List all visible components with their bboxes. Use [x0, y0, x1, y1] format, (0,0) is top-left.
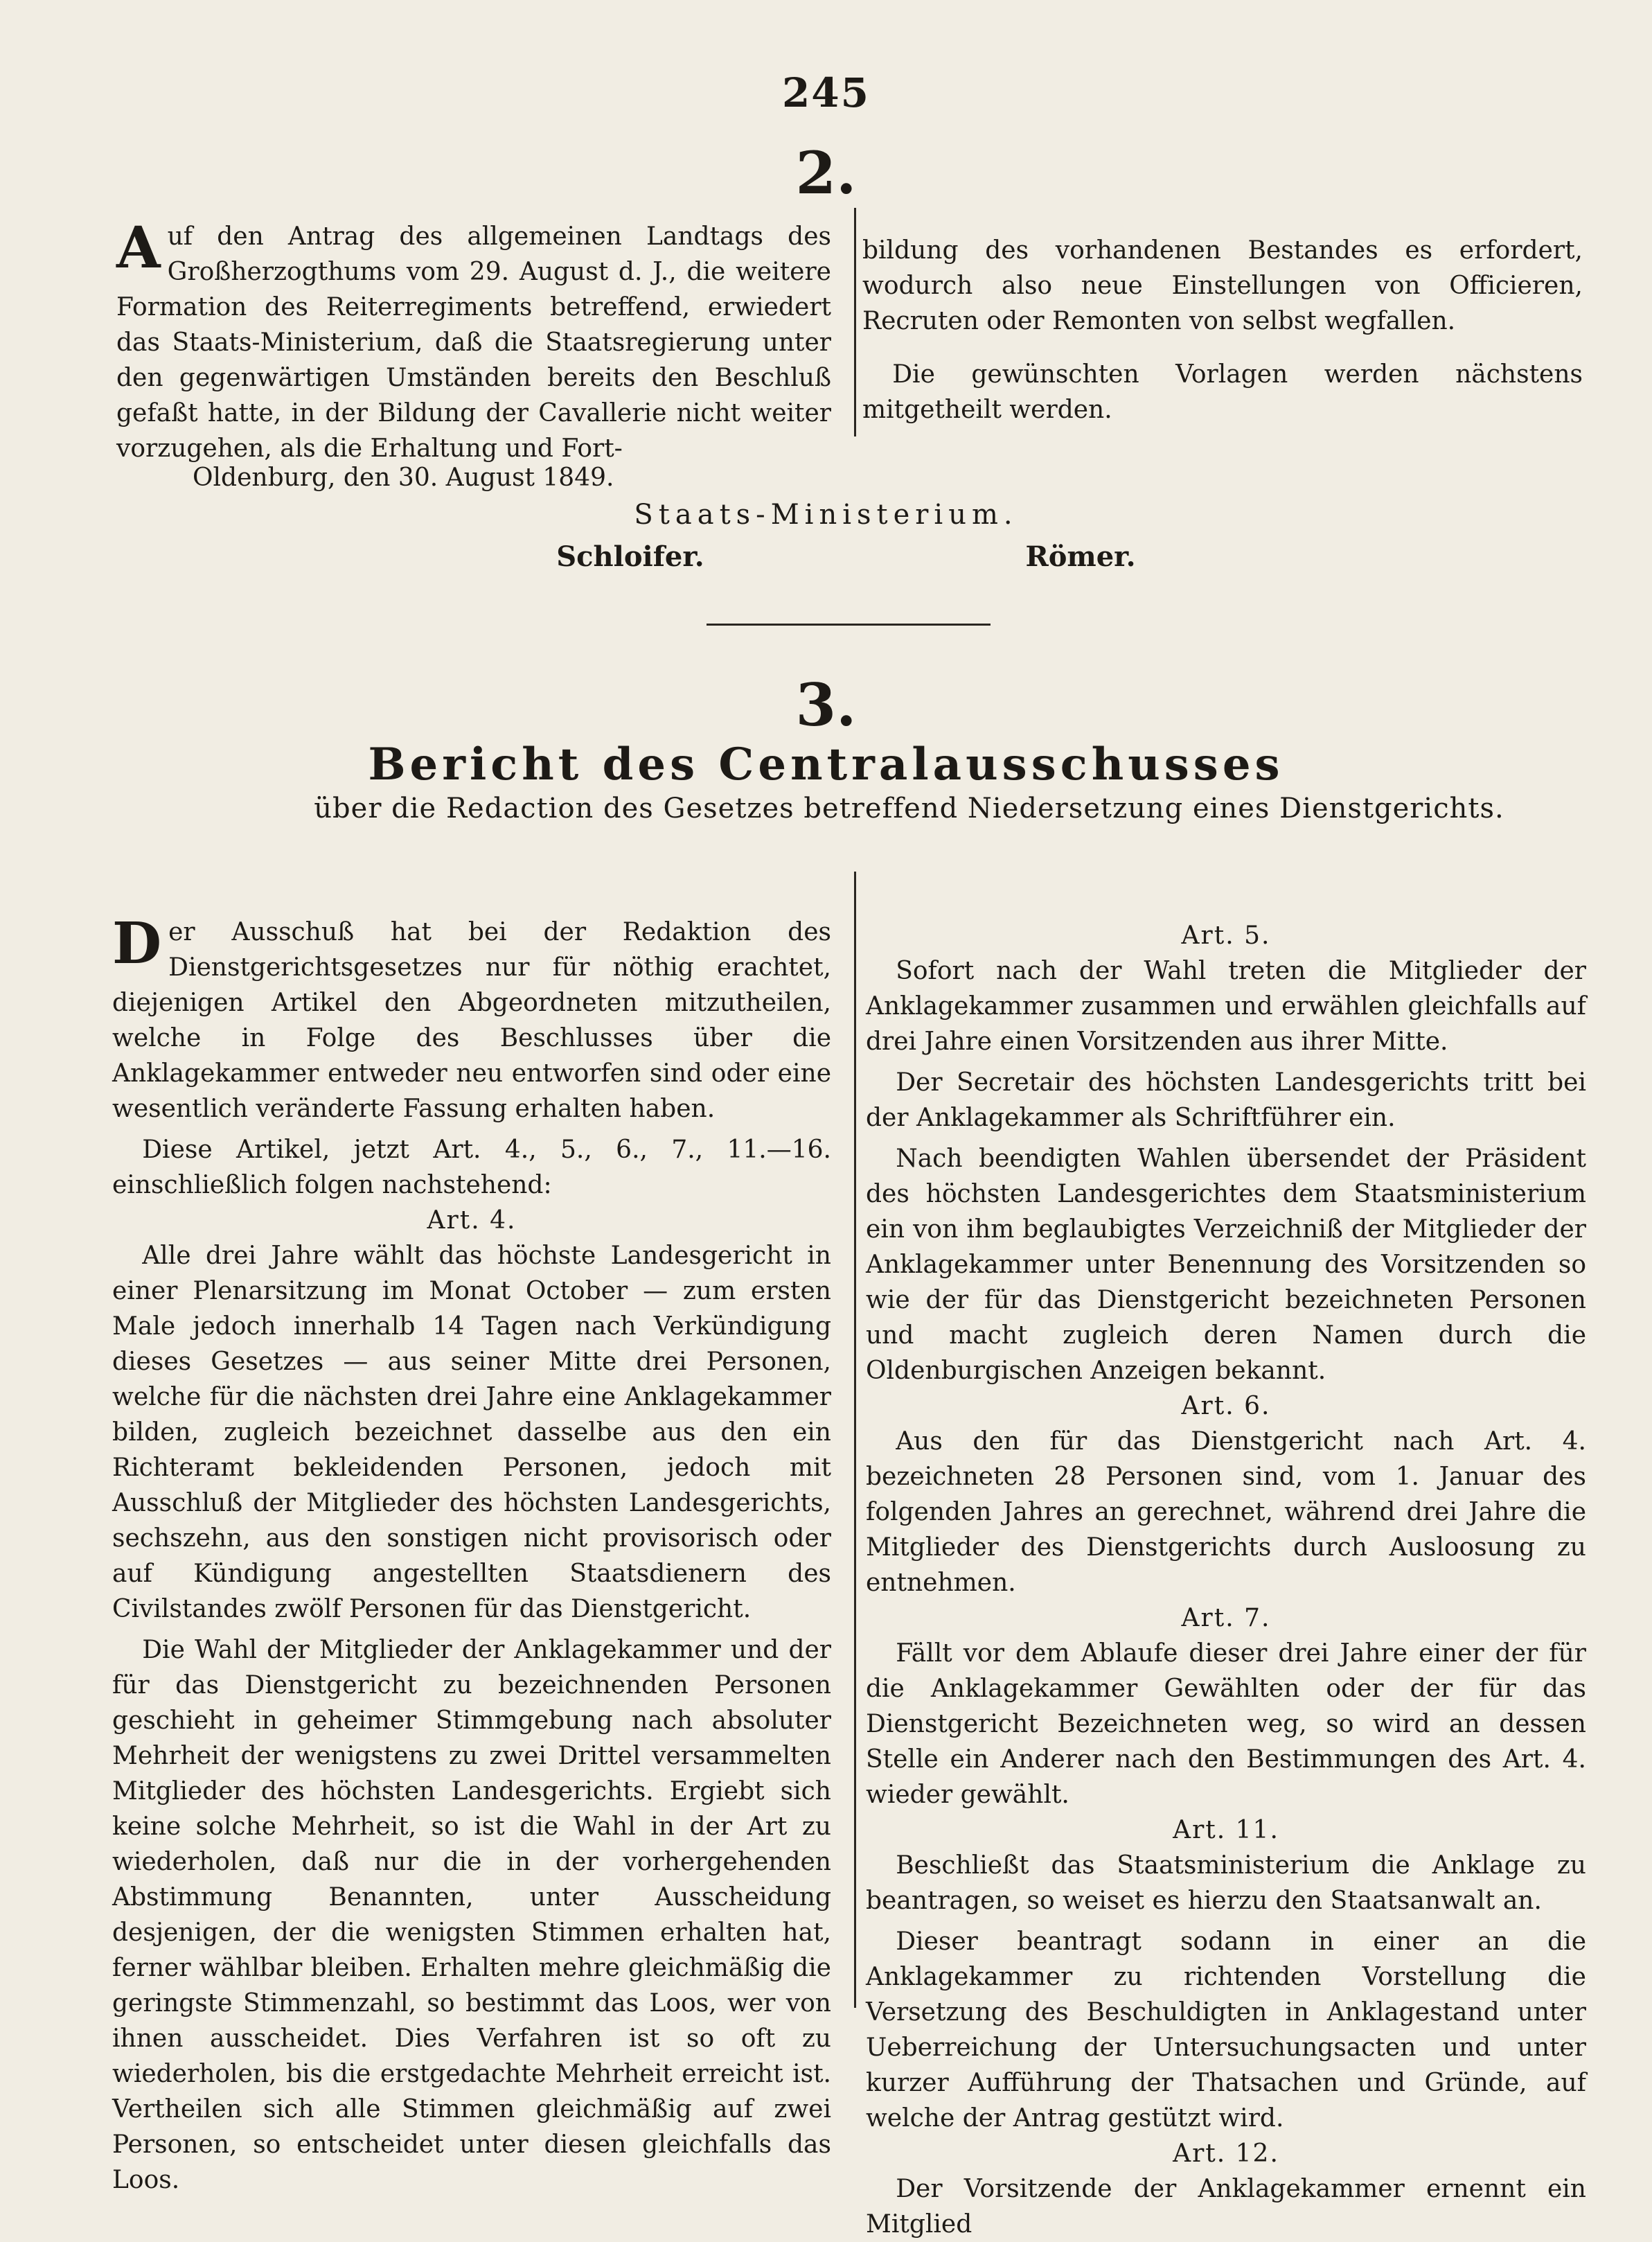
- section-separator: [707, 624, 991, 626]
- intro-text: er Ausschuß hat bei der Redaktion des Dienstgerichtsgesetzes nur für nöthig erachtet, diejenigen Artikel den Abgeordneten mitzutheilen, welche in Folge des Beschlusses über die Anklagekammer entweder neu entworfen sind oder eine wesentlich veränderte Fassung erhalten haben.: [112, 918, 831, 1123]
- dropcap: A: [116, 215, 161, 281]
- art4-paragraph-1: Alle drei Jahre wählt das höchste Landesgericht in einer Plenarsitzung im Monat October — zum ersten Male jedoch innerhalb 14 Tagen nach Verkündigung dieses Gesetzes — aus seiner Mitte drei Personen, welche für die nächsten drei Jahre eine Anklagekammer bilden, zugleich bezeichnet dasselbe aus den ein Richteramt bekleidenden Personen, jedoch mit Ausschluß der Mitglieder des höchsten Landesgerichts, sechszehn, aus den sonstigen nicht provisorisch oder auf Kündigung angestellten Staatsdienern des Civilstandes zwölf Personen für das Dienstgericht.: [112, 1242, 831, 1623]
- art4-heading: Art. 4.: [427, 1206, 517, 1235]
- column-divider: [854, 208, 856, 436]
- articles-list-paragraph: Diese Artikel, jetzt Art. 4., 5., 6., 7., 11.—16. einschließlich folgen nachstehend:: [112, 1136, 831, 1199]
- section3-right-column: [866, 918, 1586, 2242]
- section-number-3: 3.: [795, 671, 857, 739]
- section2-right-column: [862, 233, 1583, 427]
- column-divider: [854, 872, 856, 2008]
- art11-paragraph-2: Dieser beantragt sodann in einer an die Anklagekammer zu richtenden Vorstellung die Versetzung des Beschuldigten in Anklagestand unter Ueberreichung der Untersuchungsacten und unter kurzer Aufführung der Thatsachen und Gründe, auf welche der Antrag gestützt wird.: [866, 1927, 1586, 2133]
- report-title: Bericht des Centralausschusses: [368, 739, 1284, 791]
- art5-paragraph-1: Sofort nach der Wahl treten die Mitglieder der Anklagekammer zusammen und erwählen gleichfalls auf drei Jahre einen Vorsitzenden aus ihrer Mitte.: [866, 957, 1586, 1056]
- art7-heading: Art. 7.: [1181, 1604, 1271, 1632]
- section2-left-paragraph: [116, 215, 831, 466]
- date-line: [116, 460, 831, 495]
- art12-heading: Art. 12.: [1173, 2139, 1279, 2168]
- page-number: 245: [781, 69, 871, 116]
- dropcap: D: [112, 910, 162, 977]
- date-line-text: Oldenburg, den 30. August 1849.: [193, 464, 614, 492]
- art11-paragraph-1: Beschließt das Staatsministerium die Anklage zu beantragen, so weiset es hierzu den Staatsanwalt an.: [866, 1851, 1586, 1915]
- art11-heading: Art. 11.: [1173, 1816, 1279, 1844]
- art5-heading: Art. 5.: [1181, 921, 1271, 950]
- art5-paragraph-3: Nach beendigten Wahlen übersendet der Präsident des höchsten Landesgerichtes dem Staatsministerium ein von ihm beglaubigtes Verzeichniß der Mitglieder der Anklagekammer unter Benennung des Vorsitzenden so wie der für das Dienstgericht bezeichneten Personen und macht zugleich deren Namen durch die Oldenburgischen Anzeigen bekannt.: [866, 1145, 1586, 1385]
- section2-left-text: uf den Antrag des allgemeinen Landtags des Großherzogthums vom 29. August d. J., die weitere Formation des Reiterregiments betreffend, erwiedert das Staats-Ministerium, daß die Staatsregierung unter den gegenwärtigen Umständen bereits den Beschluß gefaßt hatte, in der Bildung der Cavallerie nicht weiter vorzugehen, als die Erhaltung und Fort-: [116, 222, 831, 463]
- section2-left-column: [116, 215, 831, 466]
- art5-paragraph-2: Der Secretair des höchsten Landesgerichts tritt bei der Anklagekammer als Schriftführer ein.: [866, 1068, 1586, 1132]
- art12-paragraph-1: Der Vorsitzende der Anklagekammer ernennt ein Mitglied: [866, 2175, 1586, 2239]
- signer-right: Römer.: [1025, 540, 1136, 573]
- intro-paragraph: [112, 910, 831, 1127]
- signer-left: Schloifer.: [556, 540, 704, 573]
- section2-right-paragraph: bildung des vorhandenen Bestandes es erfordert, wodurch also neue Einstellungen von Officieren, Recruten oder Remonten von selbst wegfallen.: [862, 236, 1583, 335]
- art4-paragraph-2: Die Wahl der Mitglieder der Anklagekammer und der für das Dienstgericht zu bezeichnenden Personen geschieht in geheimer Stimmgebung nach absoluter Mehrheit der wenigstens zu zwei Drittel versammelten Mitglieder des höchsten Landesgerichts. Ergiebt sich keine solche Mehrheit, so ist die Wahl in der Art zu wiederholen, daß nur die in der vorhergehenden Abstimmung Benannten, unter Ausscheidung desjenigen, der die wenigsten Stimmen erhalten hat, ferner wählbar bleiben. Erhalten mehre gleichmäßig die geringste Stimmenzahl, so bestimmt das Loos, wer von ihnen ausscheidet. Dies Verfahren ist so oft zu wiederholen, bis die erstgedachte Mehrheit erreicht ist. Vertheilen sich alle Stimmen gleichmäßig auf zwei Personen, so entscheidet unter diesen gleichfalls das Loos.: [112, 1636, 831, 2194]
- section3-left-column: [112, 910, 831, 2198]
- report-subtitle: über die Redaction des Gesetzes betreffend Niedersetzung eines Dienstgerichts.: [314, 793, 1504, 824]
- section2-right-paragraph: Die gewünschten Vorlagen werden nächstens mitgetheilt werden.: [862, 360, 1583, 424]
- art7-paragraph-1: Fällt vor dem Ablaufe dieser drei Jahre einer der für die Anklagekammer Gewählten oder der für das Dienstgericht Bezeichneten weg, so wird an dessen Stelle ein Anderer nach den Bestimmungen des Art. 4. wieder gewählt.: [866, 1639, 1586, 1809]
- section-number-2: 2.: [795, 139, 857, 207]
- art6-paragraph-1: Aus den für das Dienstgericht nach Art. 4. bezeichneten 28 Personen sind, vom 1. Januar des folgenden Jahres an gerechnet, während drei Jahre die Mitglieder des Dienstgerichts durch Ausloosung zu entnehmen.: [866, 1427, 1586, 1597]
- ministry-line: Staats-Ministerium.: [634, 499, 1018, 531]
- art6-heading: Art. 6.: [1181, 1392, 1271, 1420]
